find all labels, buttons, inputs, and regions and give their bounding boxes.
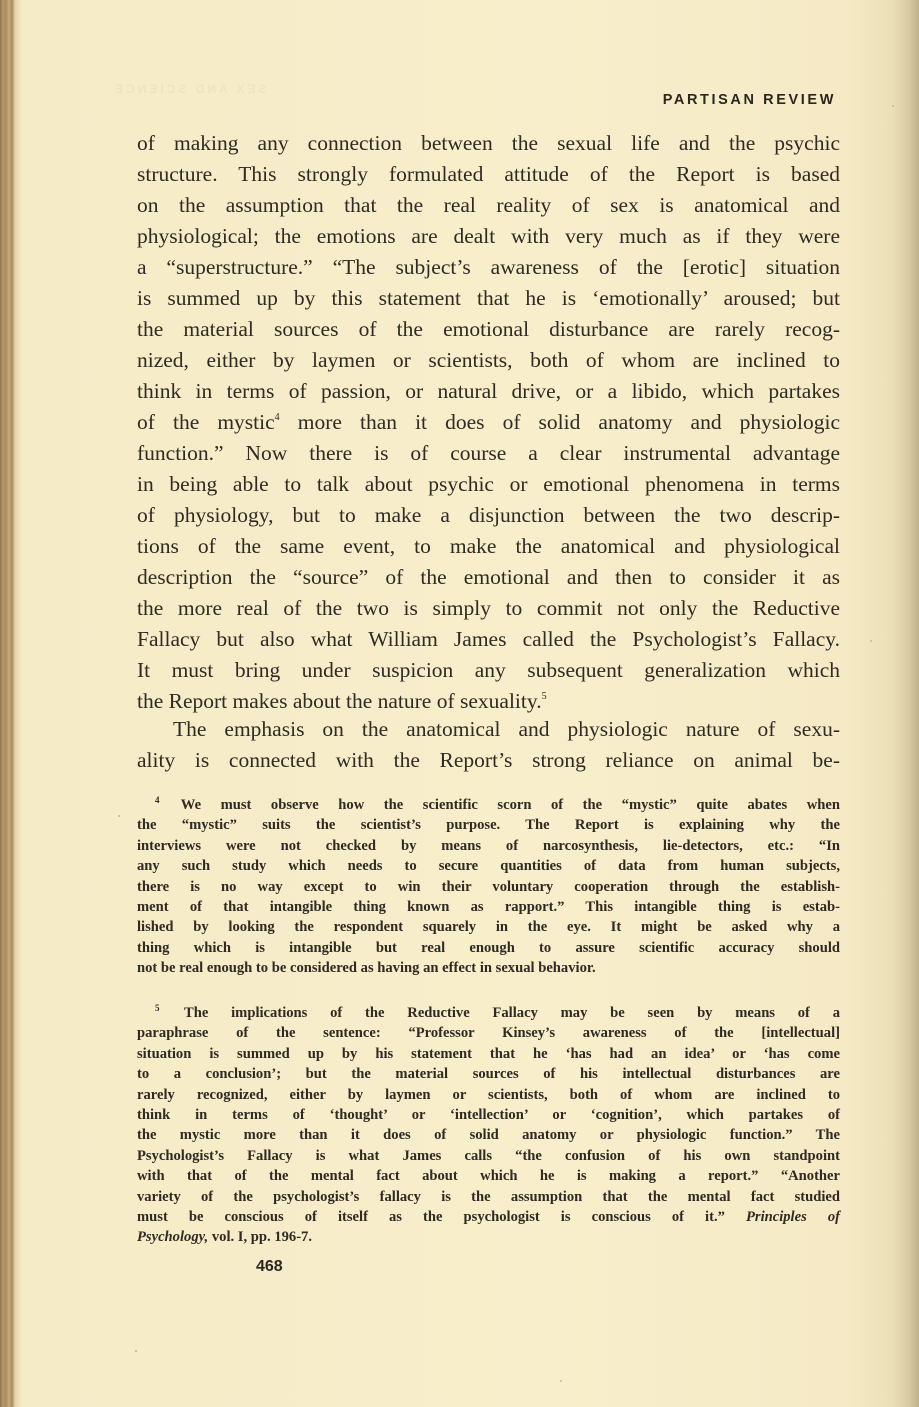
body-line: is summed up by this statement that he is ‘emotionally’ aroused; but	[137, 286, 840, 310]
footnote-marker: 4	[155, 795, 160, 805]
paper-speck	[870, 640, 872, 642]
footnote-line: variety of the psychologist’s fallacy is the assumption that the mental fact studied	[137, 1188, 840, 1205]
footnote-line: interviews were not checked by means of narcosynthesis, lie-detectors, etc.: “In	[137, 837, 840, 854]
footnote-line: paraphrase of the sentence: “Professor Kinsey’s awareness of the [intellectual]	[137, 1025, 840, 1042]
footnote-line: lished by looking the respondent squarely in the eye. It might be asked why a	[137, 919, 840, 936]
body-paragraph-2	[137, 714, 840, 776]
body-line: on the assumption that the real reality of sex is anatomical and	[137, 193, 840, 217]
footnote-text: The implications of the Reductive Fallacy may be seen by means of a	[184, 1005, 840, 1021]
footnote-line: Psychologist’s Fallacy is what James calls “the confusion of his own standpoint	[137, 1147, 840, 1164]
body-line: the more real of the two is simply to commit not only the Reductive	[137, 596, 840, 620]
footnote-ref-5[interactable]: 5	[541, 691, 547, 702]
book-title-italic: Psychology,	[137, 1229, 209, 1246]
body-line	[137, 686, 840, 717]
footnote-5	[137, 1003, 840, 1248]
paper-speck	[135, 1350, 137, 1352]
footnote-line	[137, 1207, 840, 1227]
footnote-line: the “mystic” suits the scientist’s purpose. The Report is explaining why the	[137, 817, 840, 834]
footnote-line: rarely recognized, either by laymen or scientists, both of whom are inclined to	[137, 1086, 840, 1103]
body-line: tions of the same event, to make the anatomical and physiological	[137, 534, 840, 558]
footnote-line: to a conclusion’; but the material sources of his intellectual disturbances are	[137, 1066, 840, 1083]
body-line: Fallacy but also what William James called the Psychologist’s Fallacy.	[137, 627, 840, 651]
footnote-line	[137, 1227, 840, 1247]
footnote-line: the mystic more than it does of solid anatomy or physiologic function.” The	[137, 1127, 840, 1144]
body-line: physiological; the emotions are dealt with very much as if they were	[137, 224, 840, 248]
footnote-text: must be conscious of itself as the psychologist is conscious of it.”	[137, 1209, 725, 1226]
footnote-line: with that of the mental fact about which he is making a report.” “Another	[137, 1168, 840, 1185]
footnote-line: ment of that intangible thing known as rapport.” This intangible thing is estab-	[137, 899, 840, 916]
body-line: a “superstructure.” “The subject’s awareness of the [erotic] situation	[137, 255, 840, 279]
footnote-line: not be real enough to be considered as having an effect in sexual behavior.	[137, 960, 596, 977]
body-line: think in terms of passion, or natural drive, or a libido, which partakes	[137, 379, 840, 403]
footnote-text: We must observe how the scientific scorn of the “mystic” quite abates when	[180, 797, 840, 813]
paper-speck	[118, 815, 120, 817]
footnote-line	[137, 795, 840, 815]
footnote-line: situation is summed up by his statement that he ‘has had an idea’ or ‘has come	[137, 1045, 840, 1062]
body-line: nized, either by laymen or scientists, both of whom are inclined to	[137, 348, 840, 372]
footnote-ref-4[interactable]: 4	[274, 412, 280, 423]
page-number: 468	[256, 1258, 283, 1275]
body-line: The emphasis on the anatomical and physiologic nature of sexu-	[173, 717, 840, 741]
body-line: of making any connection between the sexual life and the psychic	[137, 131, 840, 155]
body-line: description the “source” of the emotional and then to consider it as	[137, 565, 840, 589]
footnote-4	[137, 795, 840, 979]
body-line: function.” Now there is of course a clear instrumental advantage	[137, 441, 840, 465]
footnote-line: any such study which needs to secure quantities of data from human subjects,	[137, 858, 840, 875]
footnote-line: thing which is intangible but real enough to assure scientific accuracy should	[137, 939, 840, 956]
body-line: ality is connected with the Report’s strong reliance on animal be-	[137, 748, 840, 772]
footnote-marker: 5	[155, 1003, 160, 1013]
body-line-tail: more than it does of solid anatomy and physiologic	[279, 410, 840, 434]
footnote-line: think in terms of ‘thought’ or ‘intellection’ or ‘cognition’, which partakes of	[137, 1107, 840, 1124]
citation-text: vol. I, pp. 196-7.	[208, 1229, 312, 1246]
running-head: PARTISAN REVIEW	[662, 92, 836, 108]
body-line	[137, 407, 840, 438]
body-line: structure. This strongly formulated attitude of the Report is based	[137, 162, 840, 186]
book-title-italic: Principles of	[745, 1209, 840, 1226]
bleed-through-running-head: SEX AND SCIENCE	[112, 82, 267, 96]
body-line-head: of the mystic	[137, 410, 275, 434]
footnote-line	[137, 1003, 840, 1023]
body-line: It must bring under suspicion any subsequent generalization which	[137, 658, 840, 682]
body-line: the material sources of the emotional disturbance are rarely recog-	[137, 317, 840, 341]
body-line: in being able to talk about psychic or emotional phenomena in terms	[137, 472, 840, 496]
body-line-text: the Report makes about the nature of sexuality.	[137, 689, 542, 713]
body-line: of physiology, but to make a disjunction between the two descrip-	[137, 503, 840, 527]
footnote-line: there is no way except to win their voluntary cooperation through the establish-	[137, 878, 840, 895]
body-paragraph-1	[137, 128, 840, 717]
paper-speck	[560, 1380, 562, 1382]
paper-speck	[892, 105, 894, 107]
